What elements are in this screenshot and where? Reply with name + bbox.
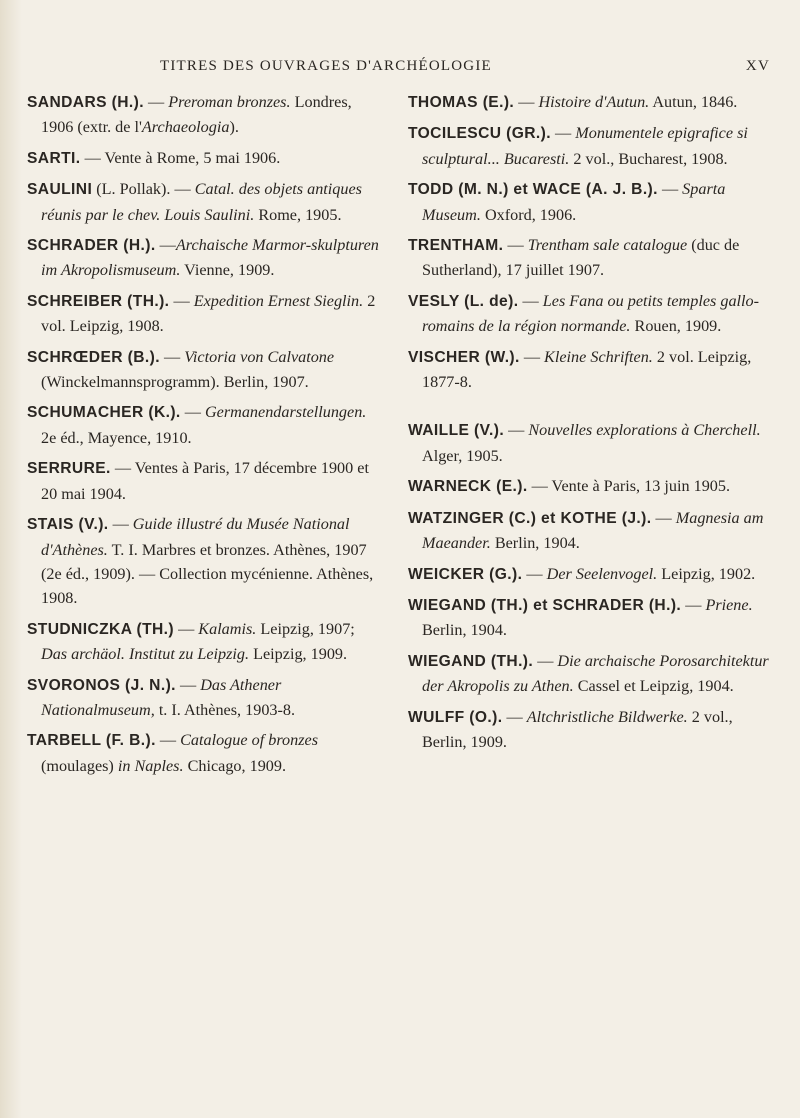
entry-text: Leipzig, 1907;: [256, 619, 355, 638]
entry-author: SVORONOS (J. N.).: [27, 676, 176, 694]
bibliography-entry: [27, 233, 384, 283]
entry-text: —: [551, 124, 576, 143]
entry-text: —: [504, 421, 529, 440]
entry-author: WIEGAND (TH.).: [408, 652, 534, 670]
entry-text: — Ventes à Paris, 17 décembre 1900 et 20 mai 1904.: [41, 459, 369, 503]
entry-author: WARNECK (E.).: [408, 478, 528, 496]
entry-text: —: [514, 93, 539, 111]
bibliography-entry: [408, 233, 778, 283]
entry-author: TOCILESCU (GR.).: [408, 125, 551, 143]
entry-author: SCHRŒDER (B.).: [27, 348, 160, 366]
bibliography-entry: [408, 418, 778, 468]
entry-text: —: [180, 403, 205, 422]
bibliography-entry: [408, 649, 778, 699]
bibliography-entry: [27, 289, 384, 339]
entry-author: SARTI.: [27, 149, 81, 167]
entry-title: Catalogue of bronzes: [180, 731, 319, 750]
entry-author: SERRURE.: [27, 460, 111, 478]
entry-author: STUDNICZKA (TH.): [27, 620, 175, 638]
bibliography-entry: [408, 593, 778, 643]
entry-text: (duc de Sutherland), 17 juillet 1907.: [422, 236, 740, 280]
entry-title: Sparta Museum.: [422, 180, 726, 224]
entry-text: (moulages): [41, 756, 118, 775]
entry-text: Oxford, 1906.: [480, 205, 577, 224]
entry-text: t. I. Athènes, 1903-8.: [154, 700, 296, 719]
bibliography-entry: [408, 562, 778, 587]
entry-title: Der Seelenvogel.: [546, 564, 658, 583]
entry-title: Expedition Ernest Sieglin.: [193, 291, 364, 310]
entry-title: Trentham sale catalogue: [527, 236, 688, 255]
bibliography-entry: [408, 121, 778, 171]
bibliography-entry: [27, 345, 384, 395]
entry-title: Das archäol. Institut zu Leipzig.: [41, 645, 250, 664]
bibliography-entry: [27, 456, 384, 506]
entry-author: SANDARS (H.).: [27, 94, 144, 111]
entry-text: Rome, 1905.: [254, 205, 342, 224]
bibliography-entry: [408, 90, 778, 115]
page-gutter-shadow: [0, 0, 22, 1118]
entry-text: —: [533, 651, 558, 670]
section-gap: [408, 400, 778, 418]
entry-author: VESLY (L. de).: [408, 292, 519, 310]
entry-title: in Naples.: [117, 756, 184, 775]
bibliography-entry: [27, 673, 384, 723]
bibliography-entry: [27, 400, 384, 450]
entry-title: Nouvelles explorations à Cherchell.: [528, 421, 761, 440]
entry-author: SCHUMACHER (K.).: [27, 404, 181, 422]
entry-text: — Vente à Rome, 5 mai 1906.: [80, 148, 281, 167]
bibliography-entry: [408, 474, 778, 499]
entry-text: —: [522, 564, 547, 583]
entry-text: 2 vol., Berlin, 1909.: [422, 707, 733, 751]
entry-text: Londres, 1906 (extr. de l': [41, 93, 352, 137]
bibliography-entry: [408, 345, 778, 395]
page-number: XV: [745, 58, 770, 74]
entry-text: (L. Pollak). —: [92, 180, 195, 199]
entry-text: —: [108, 515, 133, 534]
entry-author: TARBELL (F. B.).: [27, 732, 156, 750]
entry-title: Kleine Schriften.: [544, 347, 653, 366]
entry-text: —: [159, 347, 185, 366]
entry-text: —: [169, 291, 194, 310]
bibliography-entry: [408, 289, 778, 339]
entry-title: Magnesia am Maeander.: [422, 508, 764, 553]
entry-title: Die archaische Porosarchitektur der Akropolis zu Athen.: [422, 651, 769, 696]
entry-text: Cassel et Leipzig, 1904.: [573, 677, 734, 696]
entry-text: Vienne, 1909.: [180, 261, 275, 280]
entry-author: SAULINI: [27, 181, 93, 199]
entry-author: TRENTHAM.: [408, 237, 504, 255]
entry-author: SCHRADER (H.).: [27, 237, 156, 255]
entry-author: TODD (M. N.) et WACE (A. J. B.).: [408, 181, 658, 199]
entry-text: 2e éd., Mayence, 1910.: [41, 428, 192, 447]
entry-title: Altchristliche Bildwerke.: [526, 707, 688, 726]
entry-title: Germanendarstellungen.: [204, 403, 367, 422]
entry-text: Leipzig, 1909.: [249, 645, 348, 664]
bibliography-entry: [27, 728, 384, 778]
entry-text: 2 vol. Leipzig, 1908.: [41, 291, 376, 336]
entry-text: —: [519, 347, 545, 366]
entry-text: Berlin, 1904.: [422, 621, 507, 640]
header-title: TITRES DES OUVRAGES D'ARCHÉOLOGIE: [160, 58, 492, 74]
entry-title: Preroman bronzes.: [168, 93, 291, 111]
entry-text: —: [175, 675, 201, 694]
entry-text: 2 vol. Leipzig, 1877-8.: [422, 347, 752, 392]
entry-title: Archaeologia: [141, 118, 230, 137]
entry-title: Catal. des objets antiques réunis par le chev. Louis Saulini.: [41, 180, 362, 224]
bibliography-entry: [27, 90, 384, 140]
entry-author: WEICKER (G.).: [408, 565, 523, 583]
left-column: [27, 90, 384, 784]
entry-text: —: [651, 508, 676, 527]
entry-text: Alger, 1905.: [422, 446, 503, 465]
entry-title: Monumentele epigrafice si sculptural... Bucaresti.: [422, 124, 748, 168]
bibliography-entry: [408, 506, 778, 556]
entry-author: SCHREIBER (TH.).: [27, 292, 170, 310]
entry-text: —: [502, 707, 527, 726]
entry-title: Kalamis.: [198, 619, 257, 638]
entry-text: —: [155, 731, 181, 750]
entry-title: Priene.: [705, 595, 753, 614]
entry-title: Les Fana ou petits temples gallo-romains de la région normande.: [422, 291, 760, 336]
right-column: [408, 90, 778, 760]
entry-text: —: [503, 236, 528, 255]
entry-text: —: [143, 93, 169, 111]
entry-text: —: [681, 595, 706, 614]
entry-text: Rouen, 1909.: [630, 317, 722, 336]
entry-text: —: [657, 180, 683, 199]
running-header: [160, 58, 770, 82]
entry-author: VISCHER (W.).: [408, 348, 520, 366]
entry-author: STAIS (V.).: [27, 516, 109, 534]
bibliography-entry: [27, 146, 384, 171]
bibliography-entry: [27, 617, 384, 667]
entry-title: Das Athener Nationalmuseum,: [41, 675, 282, 719]
entry-text: —: [155, 236, 176, 255]
entry-title: Histoire d'Autun.: [538, 93, 650, 111]
entry-text: —: [518, 291, 543, 310]
entry-title: Guide illustré du Musée National d'Athènes.: [41, 515, 350, 559]
bibliography-entry: [408, 705, 778, 755]
entry-text: —: [174, 619, 199, 638]
entry-author: WATZINGER (C.) et KOTHE (J.).: [408, 509, 652, 527]
entry-text: Leipzig, 1902.: [657, 564, 756, 583]
entry-text: (Winckelmannsprogramm). Berlin, 1907.: [41, 373, 309, 392]
entry-text: Autun, 1846.: [649, 93, 738, 111]
entry-text: Chicago, 1909.: [183, 756, 287, 775]
entry-author: THOMAS (E.).: [408, 94, 515, 111]
entry-text: T. I. Marbres et bronzes. Athènes, 1907 (2e éd., 1909). — Collection mycénienne. Athènes, 1908.: [41, 540, 374, 608]
entry-title: Victoria von Calvatone: [184, 347, 335, 366]
entry-text: 2 vol., Bucharest, 1908.: [569, 149, 728, 168]
bibliography-entry: [408, 177, 778, 227]
entry-title: Archaische Marmor-skulpturen im Akropolismuseum.: [41, 236, 379, 280]
entry-author: WULFF (O.).: [408, 708, 503, 726]
entry-text: — Vente à Paris, 13 juin 1905.: [527, 477, 731, 496]
entry-author: WAILLE (V.).: [408, 422, 505, 440]
entry-author: WIEGAND (TH.) et SCHRADER (H.).: [408, 596, 682, 614]
entry-text: Berlin, 1904.: [490, 534, 580, 553]
entry-text: ).: [229, 118, 239, 137]
bibliography-entry: [27, 177, 384, 227]
bibliography-entry: [27, 512, 384, 611]
